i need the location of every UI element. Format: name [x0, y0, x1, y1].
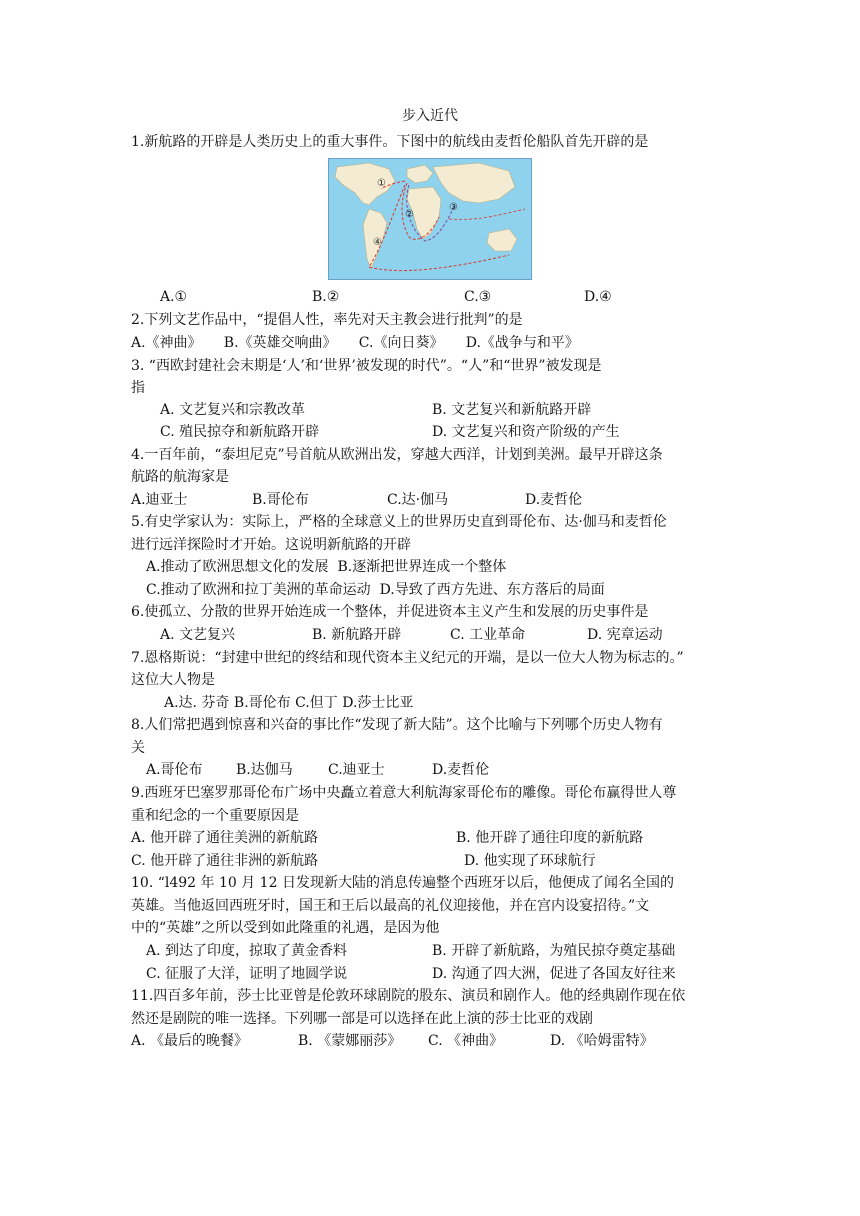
q6-option-c: C. 工业革命	[450, 627, 526, 643]
q5-stem-cont: 进行远洋探险时才开始。这说明新航路的开辟	[131, 537, 411, 553]
q9-option-d: D. 他实现了环球航行	[464, 853, 596, 869]
q6-option-b: B. 新航路开辟	[312, 627, 402, 643]
q5-options-ab: A.推动了欧洲思想文化的发展 B.逐渐把世界连成一个整体	[146, 559, 507, 575]
q9-stem: 9.西班牙巴塞罗那哥伦布广场中央矗立着意大利航海家哥伦布的雕像。哥伦布赢得世人尊	[131, 785, 677, 801]
q6-option-d: D. 宪章运动	[587, 627, 663, 643]
q4-option-b: B.哥伦布	[252, 492, 309, 508]
q5-options-cd: C.推动了欧洲和拉丁美洲的革命运动 D.导致了西方先进、东方落后的局面	[146, 582, 605, 598]
q3-option-c: C. 殖民掠夺和新航路开辟	[160, 424, 320, 440]
q8-option-d: D.麦哲伦	[432, 762, 490, 778]
q6-option-a: A. 文艺复兴	[160, 627, 236, 643]
q3-stem-cont: 指	[131, 380, 145, 396]
q10-option-a: A. 到达了印度，掠取了黄金香料	[146, 943, 348, 959]
q10-stem: 10. “l492 年 10 月 12 日发现新大陆的消息传遍整个西班牙以后，他便成了闻名全国的	[131, 875, 674, 891]
map-label-1: ①	[377, 178, 386, 189]
q7-stem: 7.恩格斯说：“封建中世纪的终结和现代资本主义纪元的开端，是以一位大人物为标志的。”	[131, 650, 684, 666]
q1-option-d: D.④	[584, 289, 612, 305]
q10-stem-cont-1: 英雄。当他返回西班牙时，国王和王后以最高的礼仪迎接他，并在宫内设宴招待。”文	[131, 898, 650, 914]
q11-option-a: A. 《最后的晚餐》	[131, 1033, 249, 1049]
q3-stem: 3. “西欧封建社会末期是‘人’和‘世界’被发现的时代”。“人”和“世界”被发现是	[131, 358, 602, 374]
q10-stem-cont-2: 中的“英雄”之所以受到如此隆重的礼遇，是因为他	[131, 920, 440, 936]
q8-option-c: C.迪亚士	[328, 762, 385, 778]
q11-option-b: B. 《蒙娜丽莎》	[298, 1033, 402, 1049]
q4-option-c: C.达·伽马	[387, 492, 449, 508]
map-label-3: ③	[449, 202, 458, 213]
q10-option-d: D. 沟通了四大洲，促进了各国友好往来	[432, 966, 676, 982]
q9-stem-cont: 重和纪念的一个重要原因是	[131, 808, 299, 824]
q9-option-b: B. 他开辟了通往印度的新航路	[456, 830, 644, 846]
q10-option-c: C. 征服了大洋，证明了地圆学说	[146, 966, 348, 982]
q8-stem-cont: 关	[131, 740, 145, 756]
q3-option-b: B. 文艺复兴和新航路开辟	[432, 402, 592, 418]
q9-option-a: A. 他开辟了通往美洲的新航路	[131, 830, 319, 846]
q2-stem: 2.下列文艺作品中，“提倡人性，率先对天主教会进行批判”的是	[131, 312, 523, 328]
q6-stem: 6.使孤立、分散的世界开始连成一个整体，并促进资本主义产生和发展的历史事件是	[131, 604, 649, 620]
map-label-4: ④	[373, 237, 382, 248]
q11-option-c: C. 《神曲》	[428, 1033, 504, 1049]
q7-stem-cont: 这位大人物是	[131, 672, 215, 688]
q3-option-d: D. 文艺复兴和资产阶级的产生	[432, 424, 620, 440]
q8-option-a: A.哥伦布	[146, 762, 203, 778]
q3-option-a: A. 文艺复兴和宗教改革	[160, 402, 306, 418]
q2-options: A.《神曲》 B.《英雄交响曲》 C.《向日葵》 D.《战争与和平》	[131, 335, 579, 351]
q1-option-c: C.③	[464, 289, 492, 305]
q1-stem: 1.新航路的开辟是人类历史上的重大事件。下图中的航线由麦哲伦船队首先开辟的是	[131, 134, 649, 150]
q4-stem: 4.一百年前，“泰坦尼克”号首航从欧洲出发，穿越大西洋，计划到美洲。最早开辟这条	[131, 447, 663, 463]
q4-option-a: A.迪亚士	[131, 492, 188, 508]
q5-stem: 5.有史学家认为：实际上，严格的全球意义上的世界历史直到哥伦布、达·伽马和麦哲伦	[131, 514, 667, 530]
q4-stem-cont: 航路的航海家是	[131, 469, 229, 485]
q11-option-d: D. 《哈姆雷特》	[550, 1033, 654, 1049]
q11-stem-cont: 然还是剧院的唯一选择。下列哪一部是可以选择在此上演的莎士比亚的戏剧	[131, 1011, 593, 1027]
page-title: 步入近代	[402, 108, 458, 124]
map-label-2: ②	[405, 209, 414, 220]
q8-stem: 8.人们常把遇到惊喜和兴奋的事比作“发现了新大陆”。这个比喻与下列哪个历史人物有	[131, 717, 663, 733]
q1-option-a: A.①	[160, 289, 188, 305]
q4-option-d: D.麦哲伦	[525, 492, 583, 508]
q1-option-b: B.②	[312, 289, 340, 305]
q8-option-b: B.达伽马	[236, 762, 293, 778]
q9-option-c: C. 他开辟了通往非洲的新航路	[131, 853, 319, 869]
q10-option-b: B. 开辟了新航路，为殖民掠夺奠定基础	[432, 943, 676, 959]
navigation-routes-map	[328, 158, 532, 280]
q7-options: A.达. 芬奇 B.哥伦布 C.但丁 D.莎士比亚	[164, 695, 414, 711]
q11-stem: 11.四百多年前，莎士比亚曾是伦敦环球剧院的股东、演员和剧作人。他的经典剧作现在依	[131, 988, 686, 1004]
